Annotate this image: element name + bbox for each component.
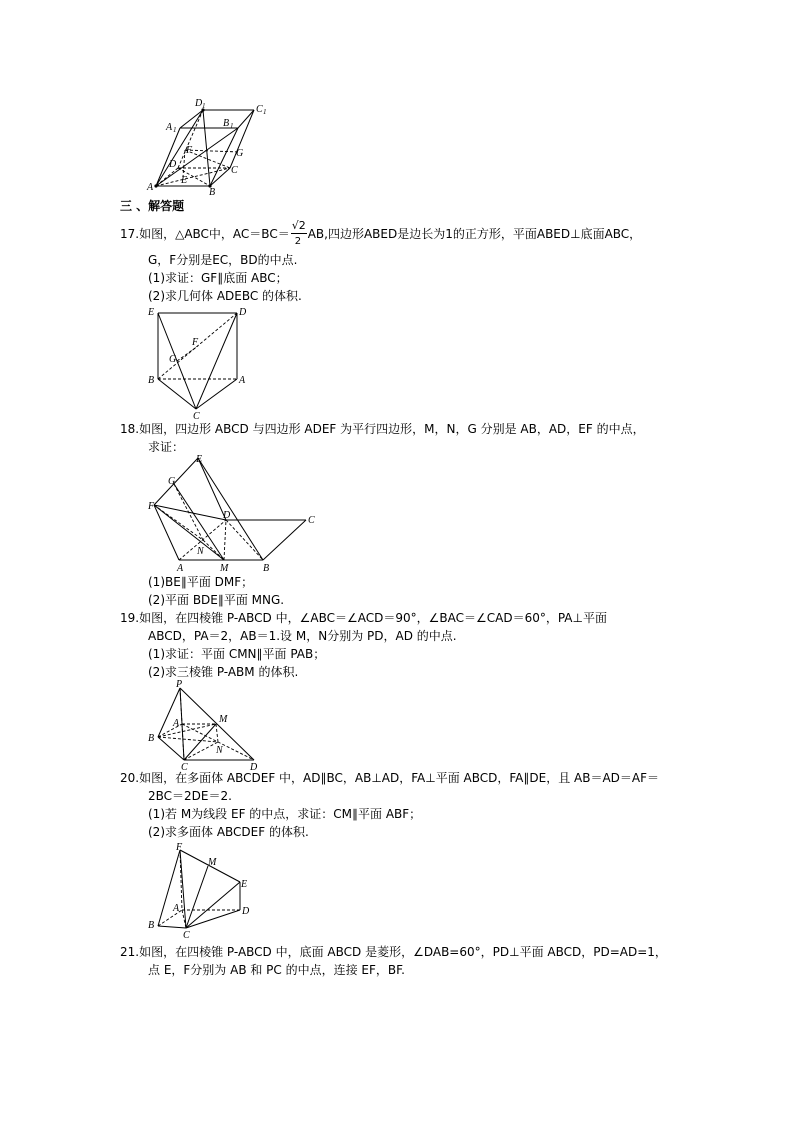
figure-parallelepiped [140, 94, 280, 198]
q18-line1: 18.如图，四边形 ABCD 与四边形 ADEF 为平行四边形，M，N，G 分别是 AB，AD，EF 的中点， [120, 422, 645, 436]
label-D1-sub: 1 [202, 102, 206, 110]
q17-fraction-den: 2 [294, 236, 302, 247]
q17-line4: (2)求几何体 ADEBC 的体积. [148, 289, 302, 303]
q17-line2: G，F分别是EC，BD的中点. [148, 253, 298, 267]
q17-fraction [290, 219, 308, 247]
label-B: B [209, 187, 216, 198]
label-A1-sub: 1 [173, 126, 177, 134]
label-B: B [148, 733, 155, 744]
label-C: C [181, 762, 188, 773]
label-E: E [241, 879, 248, 890]
q18-line3: (1)BE∥平面 DMF； [148, 575, 254, 589]
q19-line1: 19.如图，在四棱锥 P-ABCD 中，∠ABC＝∠ACD＝90°，∠BAC＝∠CAD＝60°，PA⊥平面 [120, 611, 607, 625]
label-M: M [220, 563, 229, 574]
label-A: A [147, 182, 154, 193]
figure-q19 [146, 680, 266, 772]
label-N: N [197, 546, 204, 557]
label-D: D [169, 159, 177, 170]
label-C: C [193, 411, 200, 422]
label-F: F [186, 145, 193, 156]
q17-line1 [120, 219, 642, 247]
label-M: M [208, 857, 217, 868]
label-B: B [148, 920, 155, 931]
label-C1: C [256, 104, 263, 115]
label-D1: D [195, 98, 203, 109]
label-E: E [148, 307, 155, 318]
label-G: G [236, 148, 244, 159]
label-A: A [173, 903, 180, 914]
label-N: N [216, 745, 223, 756]
label-C: C [308, 515, 315, 526]
label-F: F [148, 501, 155, 512]
label-C: C [183, 930, 190, 941]
label-E: E [196, 454, 203, 465]
label-C1-sub: 1 [263, 108, 267, 116]
q17-line1-post: AB,四边形ABED是边长为1的正方形，平面ABED⊥底面ABC， [307, 227, 642, 241]
label-E: E [181, 175, 188, 186]
label-B1-sub: 1 [230, 122, 234, 130]
label-B: B [263, 563, 270, 574]
label-D: D [250, 762, 258, 773]
label-G: G [169, 354, 177, 365]
q21-line2: 点 E，F分别为 AB 和 PC 的中点，连接 EF，BF. [148, 963, 405, 977]
q17-line1-pre: 17.如图，△ABC中，AC＝BC＝ [120, 227, 290, 241]
label-A: A [239, 375, 246, 386]
label-D: D [242, 906, 250, 917]
label-P: P [176, 679, 183, 690]
figure-q20 [146, 840, 258, 940]
q20-line4: (2)求多面体 ABCDEF 的体积. [148, 825, 309, 839]
label-B: B [148, 375, 155, 386]
q18-line4: (2)平面 BDE∥平面 MNG. [148, 593, 285, 607]
label-F: F [192, 337, 199, 348]
q19-line2: ABCD，PA＝2，AB＝1.设 M，N分别为 PD，AD 的中点. [148, 629, 457, 643]
section-heading: 三 、解答题 [120, 199, 185, 213]
q20-line3: (1)若 M为线段 EF 的中点，求证：CM∥平面 ABF； [148, 807, 422, 821]
figure-q17 [146, 305, 258, 423]
label-A: A [173, 718, 180, 729]
figure-q18 [146, 452, 326, 574]
label-G: G [168, 476, 176, 487]
q17-line3: (1)求证：GF∥底面 ABC； [148, 271, 288, 285]
label-A: A [177, 563, 184, 574]
label-F: F [176, 842, 183, 853]
q19-line3: (1)求证：平面 CMN∥平面 PAB； [148, 647, 326, 661]
q21-line1: 21.如图，在四棱锥 P-ABCD 中，底面 ABCD 是菱形，∠DAB=60°，PD⊥平面 ABCD，PD=AD=1， [120, 945, 667, 959]
label-D: D [223, 510, 231, 521]
label-C: C [231, 165, 238, 176]
q20-line2: 2BC＝2DE＝2. [148, 789, 232, 803]
label-A1: A [166, 122, 173, 133]
q19-line4: (2)求三棱锥 P-ABM 的体积. [148, 665, 299, 679]
q20-line1: 20.如图，在多面体 ABCDEF 中，AD∥BC，AB⊥AD，FA⊥平面 ABCD，FA∥DE，且 AB＝AD＝AF＝ [120, 771, 660, 785]
label-B1: B [223, 118, 230, 129]
label-D: D [239, 307, 247, 318]
q17-fraction-num: √2 [291, 219, 306, 232]
q18-line2: 求证： [148, 440, 185, 454]
label-M: M [219, 714, 228, 725]
